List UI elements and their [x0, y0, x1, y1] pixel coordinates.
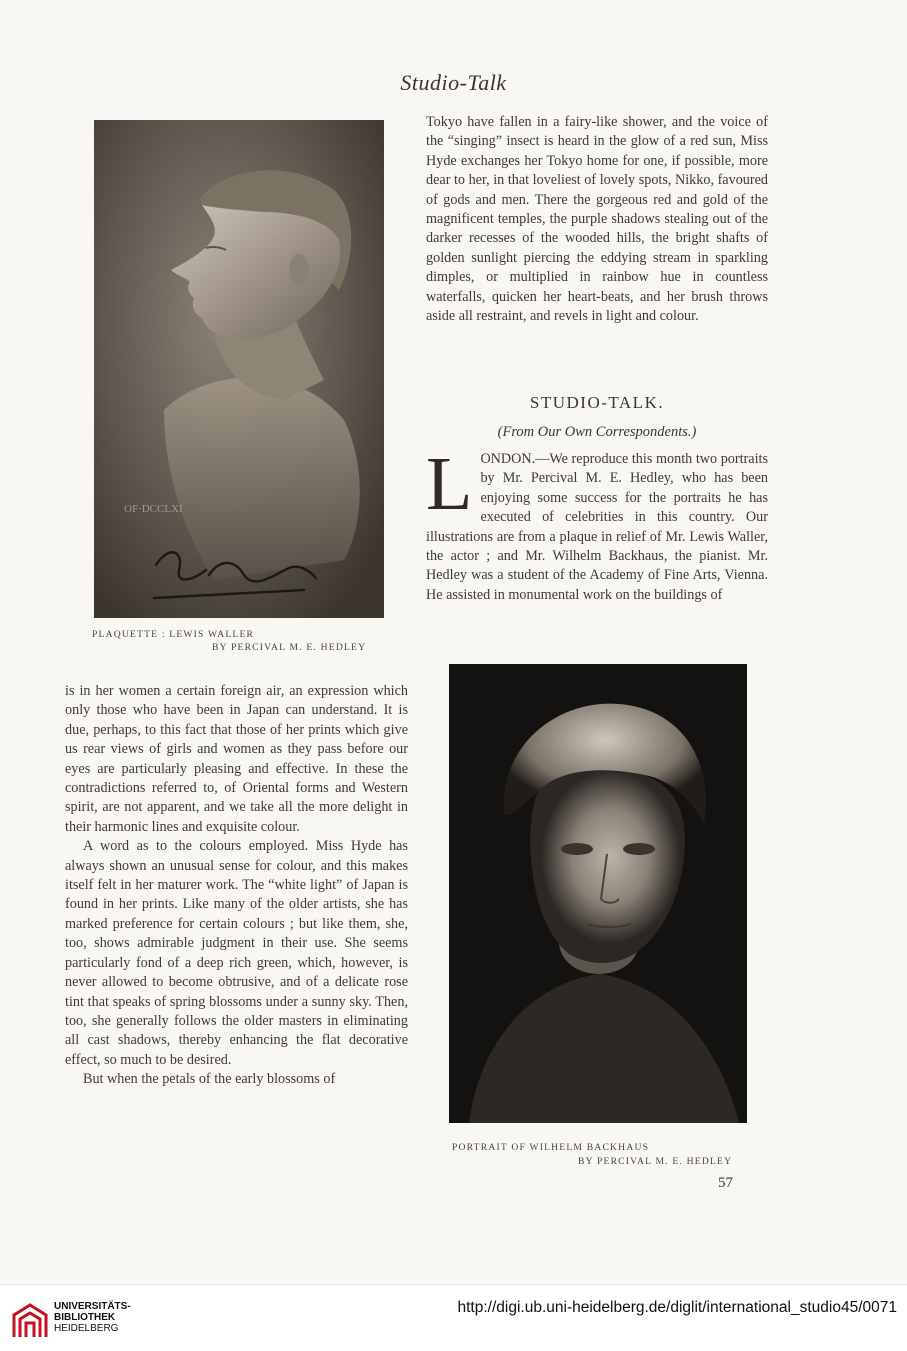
- paragraph: A word as to the colours employed. Miss Hyde has always shown an unusual sense for colour, and this makes itself felt in her maturer work. The “white light” of Japan is found in her prints. Like many of the older artists, she has marked preference for certain colours ; but like them, she, too, shows admirable judgment in their use. She seems particularly fond of a deep rich green, which, however, is never allowed to become obtrusive, and of a delicate rose tint that speaks of spring blossoms under a sunny sky. Then, too, she generally follows the older masters in eliminating all cast shadows, thereby enhancing the flat decorative effect, so much to be desired.: [65, 838, 408, 1068]
- paragraph: is in her women a certain foreign air, an expression which only those who have been in Japan can understand. It is due, perhaps, to this fact that those of her prints which give us rear views of girls and women as they pass before our eyes are particularly pleasing and effective. In these the contradictions referred to, of Oriental forms and Western spirit, are not apparent, and we take all the more delight in their harmonic lines and exquisite colour.: [65, 683, 408, 835]
- london-paragraph: [426, 442, 768, 605]
- portrait-caption-credit: BY PERCIVAL M. E. HEDLEY: [578, 1156, 733, 1167]
- digitization-footer: [0, 1284, 907, 1351]
- london-text: ONDON.—We reproduce this month two portraits by Mr. Percival M. E. Hedley, who has been enjoying some success for the portraits he has executed of celebrities in this country. Our illustrations are from a plaque in relief of Mr. Lewis Waller, the actor ; and Mr. Wilhelm Backhaus, the pianist. Mr. Hedley was a student of the Academy of Fine Arts, Vienna. He assisted in monumental work on the buildings of: [426, 451, 768, 603]
- library-name: [54, 1301, 131, 1334]
- page-number: 57: [718, 1175, 733, 1191]
- plaque-caption-credit: BY PERCIVAL M. E. HEDLEY: [212, 642, 367, 653]
- section-subtitle: (From Our Own Correspondents.): [497, 424, 697, 440]
- library-name-line: HEIDELBERG: [54, 1323, 119, 1334]
- plaque-lewis-waller-image: [94, 120, 384, 618]
- drop-cap: L: [426, 442, 473, 526]
- library-name-line: UNIVERSITÄTS-: [54, 1301, 131, 1312]
- paragraph: Tokyo have fallen in a fairy-like shower, and the voice of the “singing” insect is heard in the glow of a red sun, Miss Hyde exchanges her Tokyo home for one, if possible, more dear to her, in that loveliest of lovely spots, Nikko, favoured of gods and men. There the gorgeous red and gold of the magnificent temples, the purple shadows stealing out of the darker recesses of the wooded hills, the bright shafts of golden sunlight piercing the eddying stream in sparkling dimples, or multiplied in rainbow hue in countless waterfalls, quicken her heart-beats, and her brush throws aside all restraint, and revels in light and colour.: [426, 114, 768, 325]
- portrait-wilhelm-backhaus-image: [449, 664, 747, 1123]
- running-head: Studio-Talk: [400, 70, 507, 95]
- left-column-bottom-text: [65, 682, 408, 1090]
- portrait-caption-title: PORTRAIT OF WILHELM BACKHAUS: [452, 1142, 650, 1153]
- source-url-link[interactable]: http://digi.ub.uni-heidelberg.de/diglit/international_studio45/0071: [457, 1299, 897, 1316]
- section-title: STUDIO-TALK.: [529, 393, 665, 412]
- paragraph: But when the petals of the early blossoms of: [83, 1071, 336, 1088]
- university-library-logo-icon[interactable]: [10, 1301, 50, 1341]
- svg-text:OF·DCCLXI: OF·DCCLXI: [124, 503, 183, 515]
- plaque-caption-title: PLAQUETTE : LEWIS WALLER: [92, 629, 255, 640]
- right-column-top-text: [426, 113, 768, 326]
- library-name-line: BIBLIOTHEK: [54, 1312, 116, 1323]
- portrait-bust-illustration: [449, 664, 747, 1123]
- plaque-relief-illustration: [94, 120, 384, 618]
